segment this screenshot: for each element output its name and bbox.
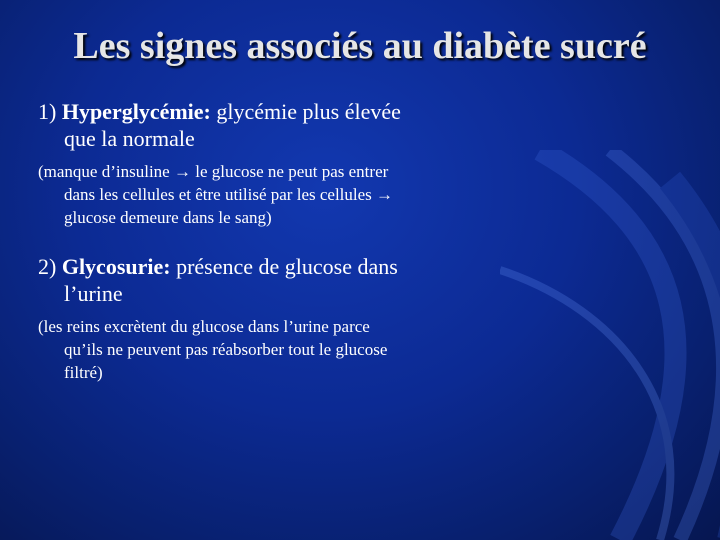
note-glycosuria: [38, 315, 478, 384]
point-text-line: glycémie plus élevée: [216, 99, 401, 124]
note-line: (les reins excrètent du glucose dans l’urine parce: [38, 317, 370, 336]
point-hyperglycemia: [38, 98, 478, 152]
point-text-line: présence de glucose dans: [176, 254, 398, 279]
note-line: glucose demeure dans le sang): [64, 208, 272, 227]
point-text-line: que la normale: [64, 126, 195, 151]
content-area: [38, 98, 478, 408]
note-line: (manque d’insuline → le glucose ne peut pas entrer: [38, 162, 389, 181]
point-text-line: l’urine: [64, 281, 123, 306]
slide-title: Les signes associés au diabète sucré: [73, 25, 647, 67]
decorative-swirl-graphic: [500, 150, 720, 540]
point-glycosuria: [38, 253, 478, 307]
point-term: Hyperglycémie:: [61, 99, 211, 124]
point-term: Glycosurie:: [61, 254, 171, 279]
note-hyperglycemia: [38, 160, 478, 229]
note-line: filtré): [64, 363, 103, 382]
note-line: dans les cellules et être utilisé par les cellules →: [64, 185, 394, 204]
point-number: 1): [38, 99, 57, 124]
note-line: qu’ils ne peuvent pas réabsorber tout le glucose: [64, 340, 388, 359]
point-number: 2): [38, 254, 57, 279]
